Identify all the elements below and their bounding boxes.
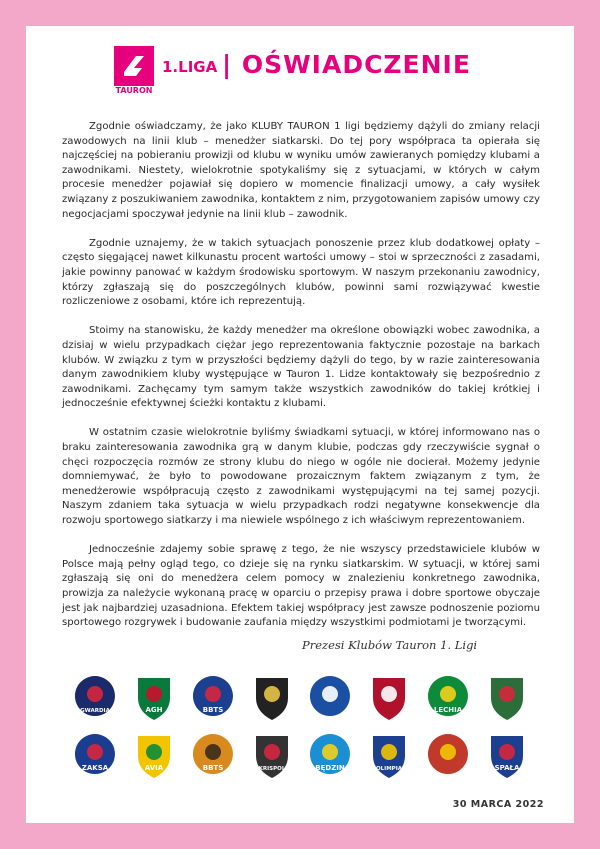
paragraph-1: Zgodnie oświadczamy, że jako KLUBY TAURON 1 ligi będziemy dążyli do zmiany relacji zawodowych na linii klub – menedżer siatkarski. Do tej pory współpraca ta opierała się najczęściej na pobieraniu prowizji od klubu w wyniku umów zawieranych pomiędzy klubami a zawodnikami. Niestety, wielokrotnie spotykaliśmy się z sytuacjami, w których w całym procesie menedżer pojawiał się dopiero w momencie finalizacji umowy, a cały wysiłek związany z poszukiwaniem zawodnika, kontaktem z nim, przygotowaniem zapisów umowy czy negocjacjami spoczywał jedynie na linii klub – zawodnik. — [62, 121, 540, 220]
club-logo-1 — [73, 732, 117, 780]
club-logo-label: BĘDZIN — [315, 764, 346, 772]
club-logo-4 — [250, 732, 294, 780]
club-logo-label: BBTS — [202, 764, 224, 772]
club-logo-5 — [308, 674, 352, 722]
paragraph-5: Jednocześnie zdajemy sobie sprawę z tego, że nie wszyscy przedstawiciele klubów w Polsce mają pełny ogląd tego, co dzieje się na rynku siatkarskim. W sytuacji, w której sami zgłaszają się oni do menedżera celem pomocy w znalezieniu konkretnego zawodnika, prowizja za należycie wykonaną pracę w oparciu o przepisy prawa i dobre sportowe obyczaje jest jak najbardziej uzasadniona. Efektem takiej współpracy jest zawsze podnoszenie poziomu sportowego rozgrywek i budowanie zaufania między wszystkimi podmiotami je tworzącymi. — [62, 544, 540, 629]
club-logo-label: KRISPOL — [258, 766, 285, 772]
tauron-logo-icon — [114, 46, 154, 86]
club-logo-6 — [367, 732, 411, 780]
club-logo-1 — [73, 674, 117, 722]
club-logo-2 — [132, 732, 176, 780]
club-logo-label: BBTS — [202, 706, 224, 714]
signature: Prezesi Klubów Tauron 1. Ligi — [302, 638, 478, 652]
club-logo-label: LECHIA — [433, 706, 463, 714]
page-title: | OŚWIADCZENIE — [222, 50, 471, 79]
paragraph-4: W ostatnim czasie wielokrotnie byliśmy świadkami sytuacji, w której informowano nas o braku zainteresowania zawodnika grą w danym klubie, podczas gdy rzeczywiście sygnał o chęci rozpoczęcia rozmów ze strony klubu do niego w ogóle nie docierał. Możemy jedynie domniemywać, że było to powodowane prozaicznym faktem związanym z tym, że menedżerowie współpracują często z zawodnikami występującymi na tej samej pozycji. Naszym zdaniem taka sytuacja w wielu przypadkach rodzi negatywne konsekwencje dla rozwoju sportowego siatkarzy i ma niewiele wspólnego z ich właściwym reprezentowaniem. — [62, 427, 540, 527]
club-logo-8 — [485, 674, 529, 722]
document-date: 30 MARCA 2022 — [452, 799, 544, 810]
paragraph-2: Zgodnie uznajemy, że w takich sytuacjach ponoszenie przez klub dodatkowej opłaty – często sięgającej nawet kilkunastu procent wartości umowy – stoi w sprzeczności z zasadami, jakie powinny panować w każdym środowisku sportowym. W naszym przekonaniu zawodnicy, którzy zgłaszają się do poszczególnych klubów, powinni sami rozwiązywać kwestie rozliczeniowe z osobami, które ich reprezentują. — [62, 237, 540, 308]
brand-name: TAURON — [115, 86, 153, 95]
club-logos-row-1 — [66, 674, 536, 724]
club-logo-label: GWARDIA — [80, 708, 111, 714]
club-logo-label: ZAKSA — [82, 764, 109, 772]
document-sheet — [26, 26, 574, 823]
club-logo-8 — [485, 732, 529, 780]
club-logo-label: SPAŁA — [494, 764, 520, 772]
club-logo-label: AVIA — [144, 764, 164, 772]
club-logo-2 — [132, 674, 176, 722]
club-logo-label: AGH — [145, 706, 163, 714]
club-logo-label: OLIMPIA — [376, 766, 403, 772]
club-logos-row-2 — [66, 732, 536, 782]
club-logo-3 — [191, 674, 235, 722]
club-logo-7 — [426, 732, 470, 780]
club-logo-5 — [308, 732, 352, 780]
club-logo-4 — [250, 674, 294, 722]
league-name: 1.LIGA — [162, 58, 218, 76]
statement-body — [62, 120, 540, 645]
club-logo-6 — [367, 674, 411, 722]
paragraph-3: Stoimy na stanowisku, że każdy menedżer ma określone obowiązki wobec zawodnika, a dzisiaj w wielu przypadkach ciężar jego reprezentowania faktycznie pozostaje na barkach klubów. W związku z tym w przyszłości będziemy dążyli do tego, by w razie zainteresowania danym zawodnikiem kluby występujące w Tauron 1. Lidze kontaktowały się bezpośrednio z zawodnikami. Zachęcamy tym samym także wszystkich zawodników do takiej krótkiej i jednocześnie efektywnej ścieżki kontaktu z klubami. — [62, 325, 540, 410]
club-logo-7 — [426, 674, 470, 722]
club-logo-3 — [191, 732, 235, 780]
